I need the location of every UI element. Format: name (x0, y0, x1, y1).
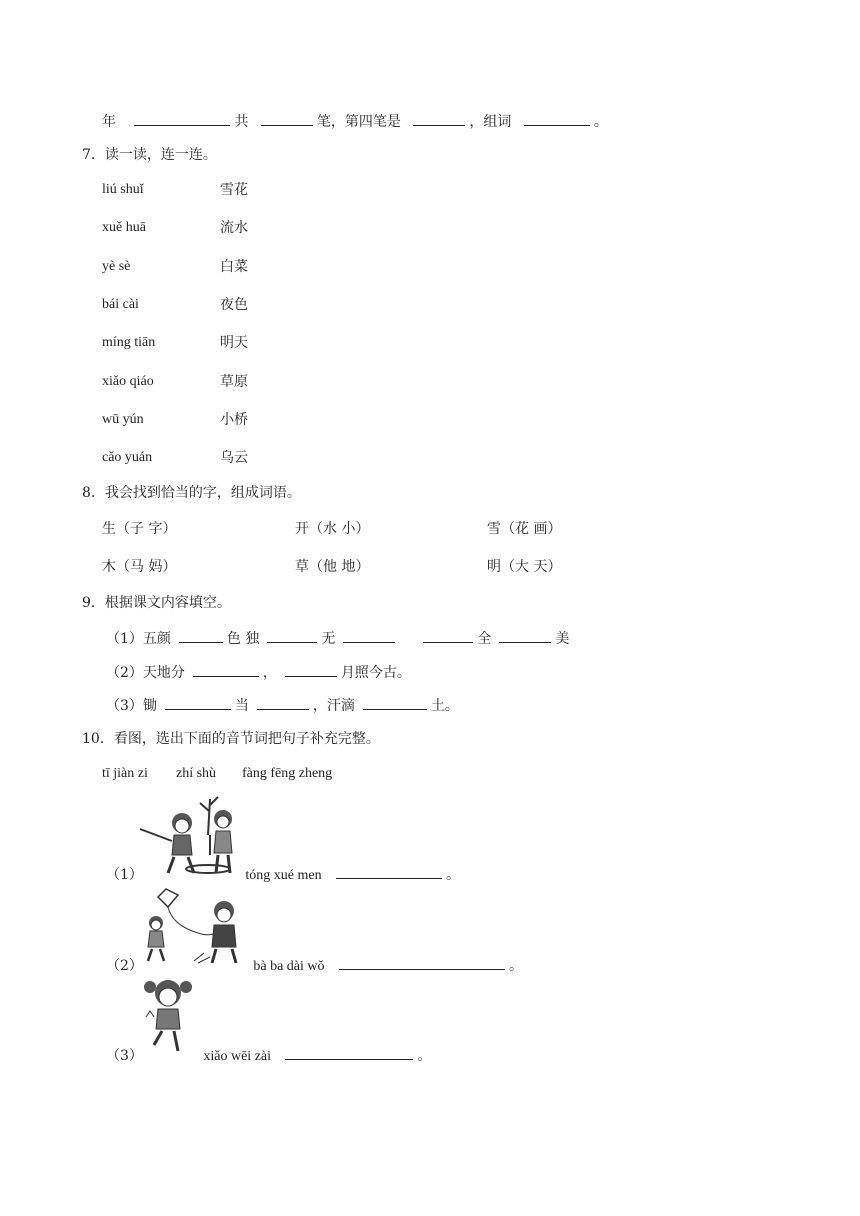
answer-blank[interactable] (285, 1045, 413, 1060)
q7-pinyin[interactable]: yè sè (102, 258, 131, 274)
q9-line-1: （1）五颜 色 独 无 全 美 (106, 628, 569, 648)
q10-item-3: （3） xiǎo wēi zài 。 (106, 1045, 431, 1066)
q8-title: 8．我会找到恰当的字，组成词语。 (82, 485, 301, 501)
q7-pinyin[interactable]: xiǎo qiáo (102, 373, 154, 389)
answer-blank[interactable] (193, 662, 259, 677)
q8-cell: 生（子 字） (102, 521, 177, 537)
q7-word[interactable]: 白菜 (220, 258, 248, 275)
q7-pinyin[interactable]: cǎo yuán (102, 450, 153, 466)
q7-word[interactable]: 夜色 (220, 296, 248, 313)
q7-word[interactable]: 小桥 (220, 411, 248, 428)
answer-blank[interactable] (261, 111, 313, 126)
answer-blank[interactable] (524, 111, 590, 126)
q7-word[interactable]: 乌云 (220, 450, 248, 467)
q10-option: tī jiàn zi (102, 766, 148, 781)
q9-line-3: （3）锄 当 ，汗滴 土。 (106, 695, 459, 715)
q9-line-2: （2）天地分 ， 月照今古。 (106, 662, 411, 682)
q7-word[interactable]: 雪花 (220, 182, 248, 198)
answer-blank[interactable] (179, 628, 223, 643)
q8-cell: 草（他 地） (295, 559, 370, 575)
q8-cell: 雪（花 画） (487, 521, 562, 537)
q10-title: 10．看图，选出下面的音节词把句子补充完整。 (82, 731, 380, 747)
q8-cell: 开（水 小） (295, 521, 370, 537)
answer-blank[interactable] (339, 955, 505, 970)
q8-cell: 木（马 妈） (102, 559, 177, 575)
q7-pinyin[interactable]: bái cài (102, 296, 139, 312)
q9-title: 9．根据课文内容填空。 (82, 595, 231, 611)
q7-word[interactable]: 明天 (220, 335, 248, 352)
q7-pinyin[interactable]: wū yún (102, 411, 144, 427)
q7-pinyin[interactable]: liú shuǐ (102, 182, 144, 197)
answer-blank[interactable] (363, 695, 427, 710)
answer-blank[interactable] (413, 111, 465, 126)
q7-pinyin[interactable]: xuě huā (102, 220, 146, 236)
q10-item-2: （2） bà ba dài wǒ 。 (106, 955, 523, 976)
answer-blank[interactable] (423, 628, 473, 643)
q10-option: zhí shù (176, 766, 217, 781)
q6-line: 年 共 笔，第四笔是 ，组词 。 (102, 111, 608, 131)
answer-blank[interactable] (336, 864, 442, 879)
kite-flying-illustration (138, 885, 248, 965)
answer-blank[interactable] (267, 628, 317, 643)
answer-blank[interactable] (285, 662, 337, 677)
answer-blank[interactable] (343, 628, 395, 643)
answer-blank[interactable] (499, 628, 551, 643)
q7-title: 7．读一读，连一连。 (82, 147, 217, 163)
q7-pinyin[interactable]: míng tiān (102, 335, 156, 351)
q7-word[interactable]: 流水 (220, 220, 248, 237)
girl-kicking-shuttlecock-illustration (138, 975, 200, 1055)
answer-blank[interactable] (165, 695, 231, 710)
answer-blank[interactable] (257, 695, 309, 710)
q10-item-1: （1） tóng xué men 。 (106, 864, 460, 885)
q8-cell: 明（大 天） (487, 559, 562, 575)
answer-blank[interactable] (134, 111, 230, 126)
q7-word[interactable]: 草原 (220, 373, 248, 390)
q10-option: fàng fēng zheng (242, 766, 333, 781)
